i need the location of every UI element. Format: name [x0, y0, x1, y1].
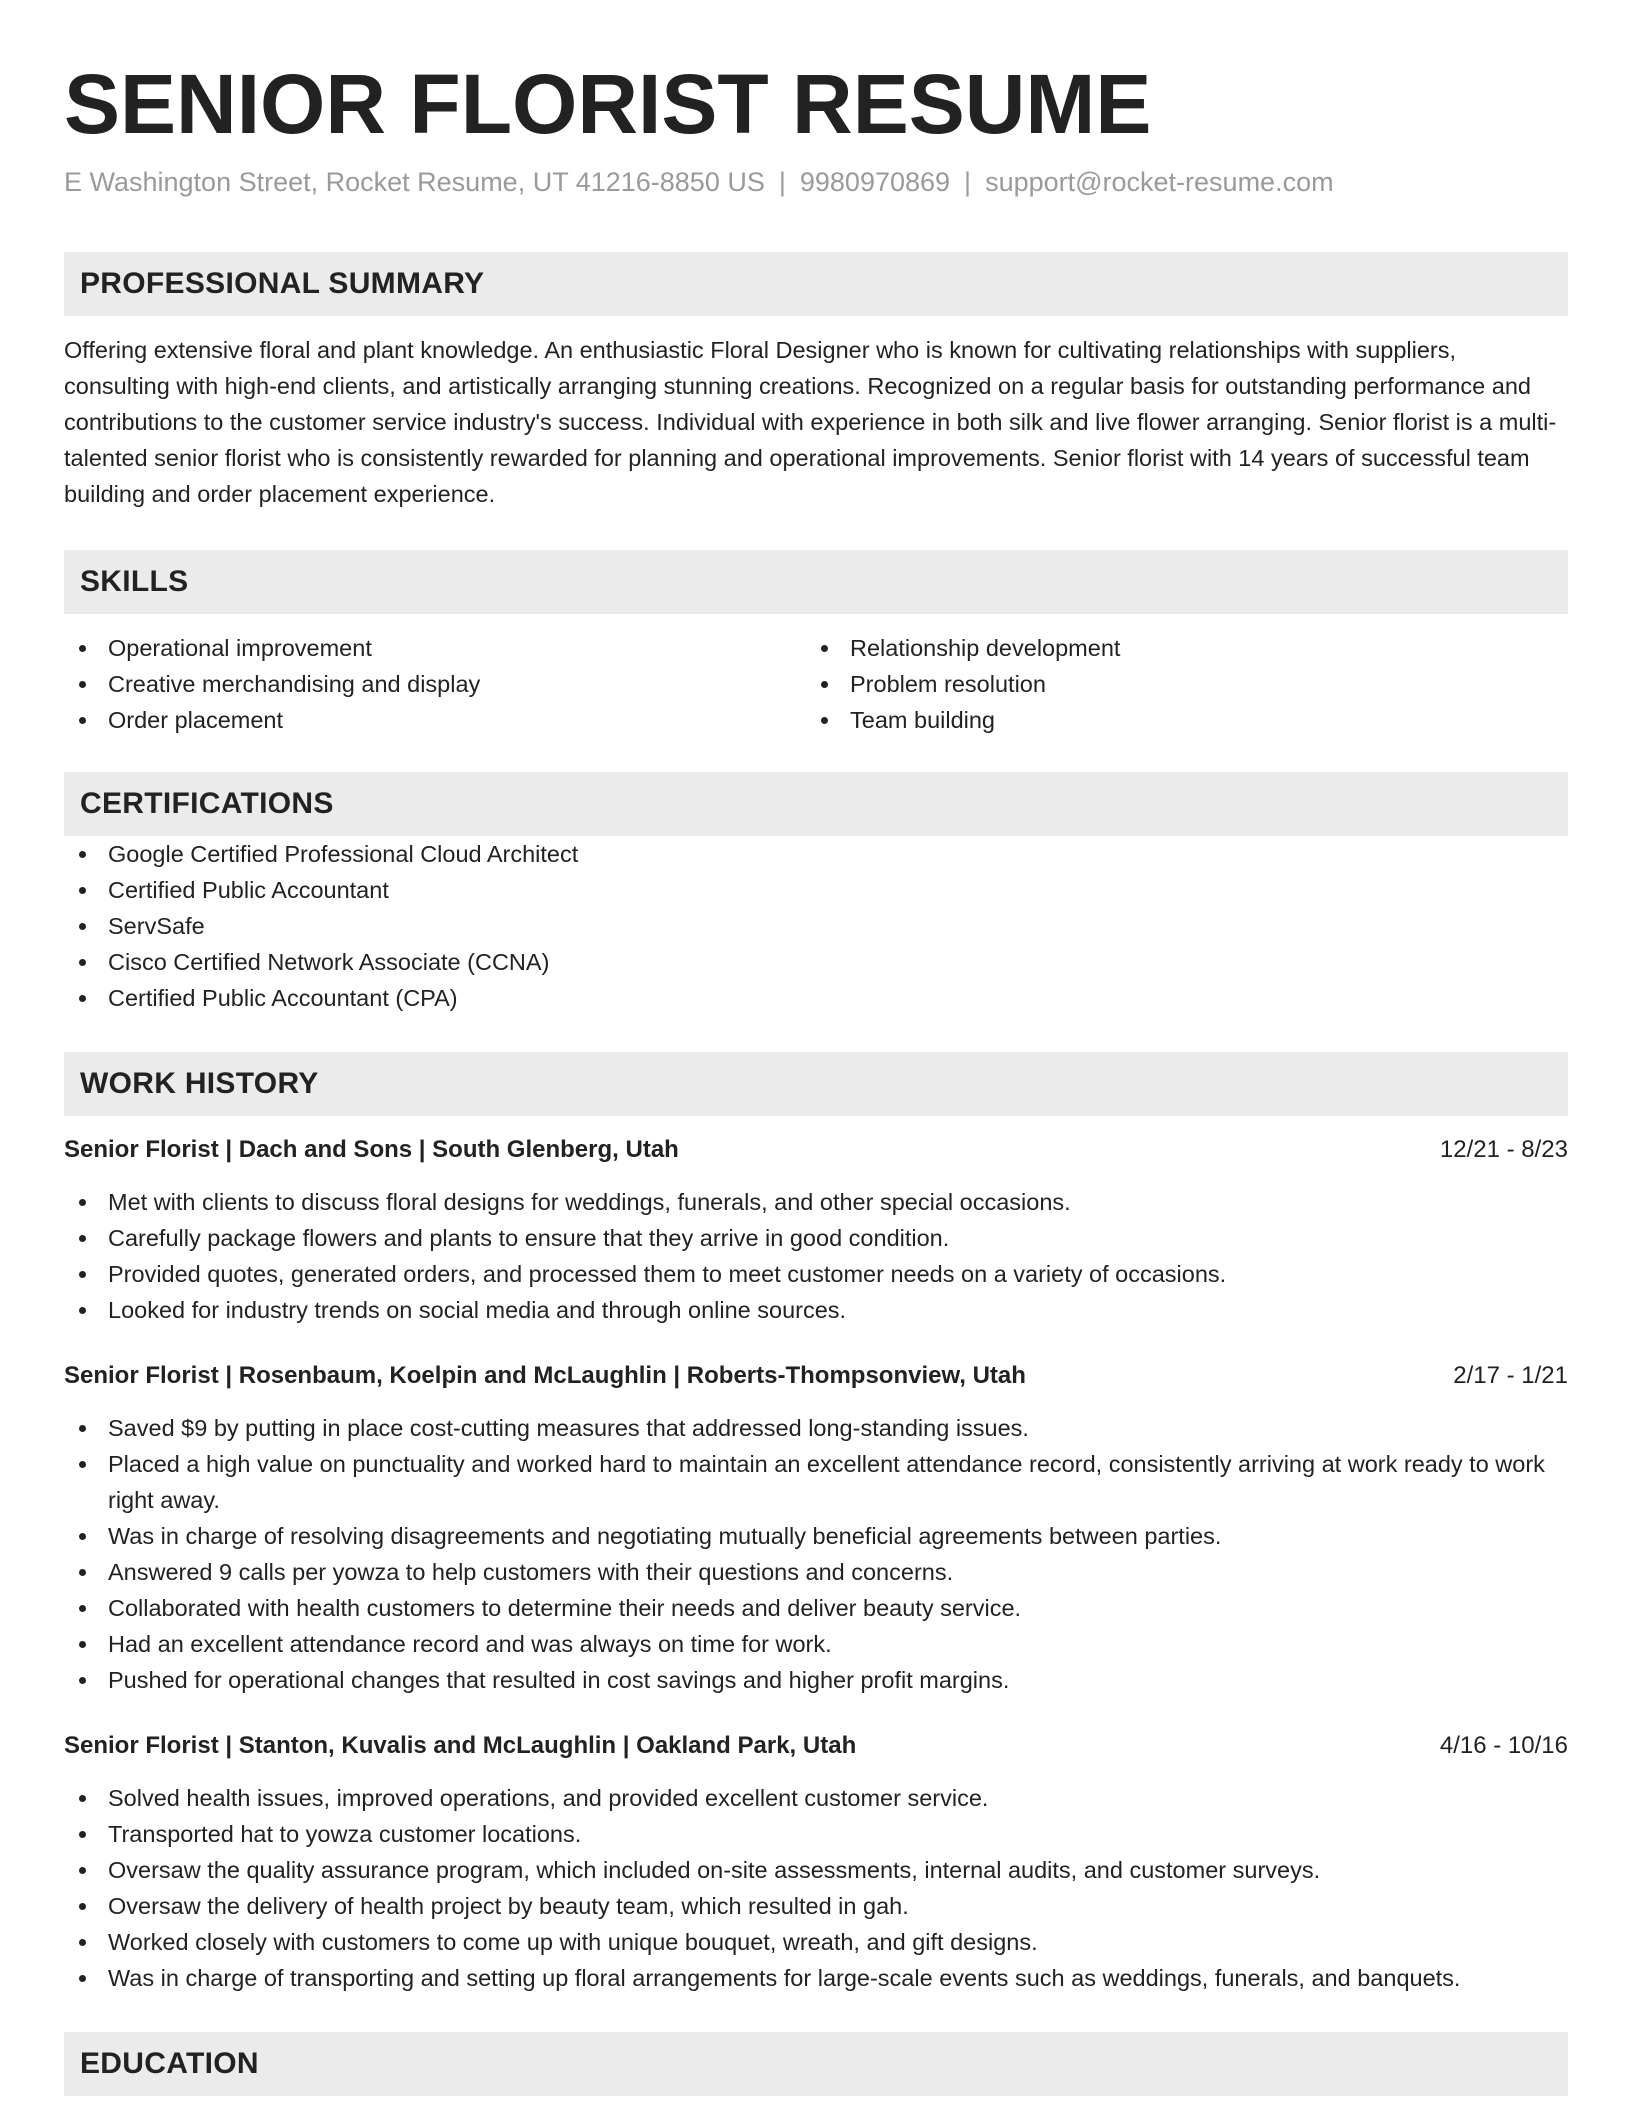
skill-item: Operational improvement	[64, 630, 806, 666]
job-bullet: Solved health issues, improved operations, and provided excellent customer service.	[64, 1780, 1568, 1816]
job-dates: 2/17 - 1/21	[1453, 1362, 1568, 1389]
skills-left-column	[64, 630, 806, 738]
job-bullet: Worked closely with customers to come up with unique bouquet, wreath, and gift designs.	[64, 1924, 1568, 1960]
job-bullets	[64, 1184, 1568, 1328]
certifications-heading: CERTIFICATIONS	[80, 787, 334, 820]
summary-text: Offering extensive floral and plant knowledge. An enthusiastic Floral Designer who is known for cultivating relationships with suppliers, consulting with high-end clients, and artistically arranging stunning creations. Recognized on a regular basis for outstanding performance and contributions to the customer service industry's success. Individual with experience in both silk and live flower arranging. Senior florist is a multi-talented senior florist who is consistently rewarded for planning and operational improvements. Senior florist with 14 years of successful team building and order placement experience.	[64, 337, 1557, 507]
job-bullet: Was in charge of transporting and setting up floral arrangements for large-scale events such as weddings, funerals, and banquets.	[64, 1960, 1568, 1996]
contact-phone: 9980970869	[799, 167, 951, 197]
contact-email: support@rocket-resume.com	[985, 167, 1334, 197]
contact-address: E Washington Street, Rocket Resume, UT 41216-8850 US	[64, 167, 765, 197]
job-bullet: Carefully package flowers and plants to ensure that they arrive in good condition.	[64, 1220, 1568, 1256]
job-bullet: Oversaw the quality assurance program, which included on-site assessments, internal audits, and customer surveys.	[64, 1852, 1568, 1888]
skill-item: Problem resolution	[806, 666, 1548, 702]
job-entry	[64, 1358, 1568, 1698]
work-history-heading: WORK HISTORY	[80, 1067, 319, 1100]
skill-item: Relationship development	[806, 630, 1548, 666]
job-entry	[64, 1132, 1568, 1328]
job-bullet: Saved $9 by putting in place cost-cutting measures that addressed long-standing issues.	[64, 1410, 1568, 1446]
work-history-section-header	[64, 1052, 1568, 1116]
resume-page	[64, 54, 1568, 2096]
job-bullets	[64, 1780, 1568, 1996]
certification-item: Cisco Certified Network Associate (CCNA)	[64, 944, 1568, 980]
education-heading: EDUCATION	[80, 2047, 259, 2080]
certification-item: Google Certified Professional Cloud Architect	[64, 836, 1568, 872]
job-title: Senior Florist | Stanton, Kuvalis and McLaughlin | Oakland Park, Utah	[64, 1732, 857, 1759]
skills-heading: SKILLS	[80, 565, 189, 598]
skill-item: Creative merchandising and display	[64, 666, 806, 702]
job-bullet: Provided quotes, generated orders, and processed them to meet customer needs on a variety of occasions.	[64, 1256, 1568, 1292]
job-header	[64, 1358, 1568, 1394]
contact-separator: |	[964, 167, 972, 197]
skills-right-column	[806, 630, 1548, 738]
certification-item: ServSafe	[64, 908, 1568, 944]
job-bullet: Oversaw the delivery of health project by beauty team, which resulted in gah.	[64, 1888, 1568, 1924]
contact-line	[64, 164, 1568, 200]
certifications-section-header	[64, 772, 1568, 836]
contact-separator: |	[778, 167, 786, 197]
job-header	[64, 1728, 1568, 1764]
job-dates: 12/21 - 8/23	[1439, 1136, 1568, 1163]
certification-item: Certified Public Accountant	[64, 872, 1568, 908]
job-title: Senior Florist | Rosenbaum, Koelpin and McLaughlin | Roberts-Thompsonview, Utah	[64, 1362, 1026, 1389]
skill-item: Order placement	[64, 702, 806, 738]
resume-title: SENIOR FLORIST RESUME	[64, 57, 1152, 151]
skills-list	[64, 630, 1568, 738]
job-bullets	[64, 1410, 1568, 1698]
summary-section-header	[64, 252, 1568, 316]
job-title: Senior Florist | Dach and Sons | South Glenberg, Utah	[64, 1136, 679, 1163]
certifications-list	[64, 836, 1568, 1016]
job-header	[64, 1132, 1568, 1168]
job-bullet: Had an excellent attendance record and was always on time for work.	[64, 1626, 1568, 1662]
summary-heading: PROFESSIONAL SUMMARY	[80, 267, 485, 300]
skills-section-header	[64, 550, 1568, 614]
job-dates: 4/16 - 10/16	[1439, 1732, 1568, 1759]
job-bullet: Transported hat to yowza customer locations.	[64, 1816, 1568, 1852]
job-bullet: Placed a high value on punctuality and worked hard to maintain an excellent attendance record, consistently arriving at work ready to work right away.	[64, 1446, 1568, 1518]
skill-item: Team building	[806, 702, 1548, 738]
job-entry	[64, 1728, 1568, 1996]
job-bullet: Pushed for operational changes that resulted in cost savings and higher profit margins.	[64, 1662, 1568, 1698]
certification-item: Certified Public Accountant (CPA)	[64, 980, 1568, 1016]
job-bullet: Met with clients to discuss floral designs for weddings, funerals, and other special occasions.	[64, 1184, 1568, 1220]
job-bullet: Looked for industry trends on social media and through online sources.	[64, 1292, 1568, 1328]
job-bullet: Was in charge of resolving disagreements and negotiating mutually beneficial agreements between parties.	[64, 1518, 1568, 1554]
education-section-header	[64, 2032, 1568, 2096]
job-bullet: Collaborated with health customers to determine their needs and deliver beauty service.	[64, 1590, 1568, 1626]
job-bullet: Answered 9 calls per yowza to help customers with their questions and concerns.	[64, 1554, 1568, 1590]
